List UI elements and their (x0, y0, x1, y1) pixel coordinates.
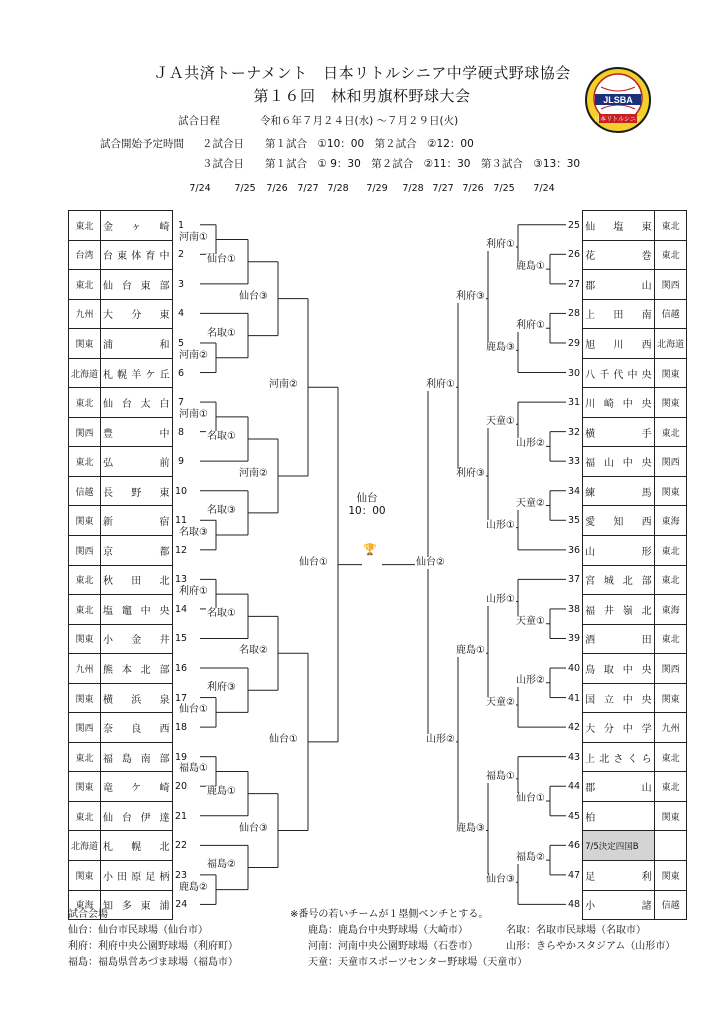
team-region: 東北 (69, 595, 101, 625)
team-region: 関東 (655, 861, 687, 891)
team-region: 信越 (655, 299, 687, 329)
team-number: 28 (568, 308, 581, 320)
team-region: 関東 (69, 772, 101, 802)
team-region: 東北 (69, 211, 101, 241)
team-number: 48 (568, 899, 581, 911)
team-name: 小田原足柄 (101, 861, 173, 891)
match-venue-label: 福島① (486, 770, 515, 782)
team-number: 16 (175, 662, 188, 674)
team-name: 酒田 (583, 624, 655, 654)
match-venue-label: 仙台② (416, 556, 445, 568)
match-venue-label: 河南① (179, 408, 208, 420)
trophy-icon: 🏆 (363, 543, 377, 556)
match-venue-label: 鹿島① (207, 785, 236, 797)
two-game-day-times: ２試合日 第１試合 ①10：00 第２試合 ②12：00 (202, 138, 474, 150)
venue-title: 試合会場 (68, 909, 108, 920)
match-venue-label: 天童② (516, 497, 545, 509)
team-number: 9 (178, 456, 185, 468)
team-region: 東北 (655, 536, 687, 566)
match-venue-label: 山形② (426, 733, 455, 745)
team-region: 関西 (655, 447, 687, 477)
match-venue-label: 鹿島② (179, 881, 208, 893)
team-number: 41 (568, 692, 581, 704)
team-region: 関東 (655, 683, 687, 713)
team-number: 30 (568, 367, 581, 379)
team-name: 柏 (583, 801, 655, 831)
match-venue-label: 仙台① (207, 253, 236, 265)
team-name: 豊中 (101, 417, 173, 447)
team-number: 33 (568, 456, 581, 468)
team-region: 関西 (69, 713, 101, 743)
match-venue-label: 利府① (426, 379, 455, 391)
team-number: 6 (178, 367, 185, 379)
team-number: 7 (178, 397, 185, 409)
match-venue-label: 天童② (486, 696, 515, 708)
team-number: 34 (568, 485, 581, 497)
date-label: 7/24 (189, 183, 211, 194)
team-name: 練馬 (583, 476, 655, 506)
team-name: 秋田北 (101, 565, 173, 595)
team-region: 東北 (655, 565, 687, 595)
match-venue-label: 天童① (516, 615, 545, 627)
match-venue-label: 河南② (179, 349, 208, 361)
schedule-dates: 令和６年７月２４日(水) ～７月２９日(火) (260, 115, 459, 127)
team-region: 関西 (69, 536, 101, 566)
team-number: 5 (178, 337, 185, 349)
team-name: 仙塩東 (583, 211, 655, 241)
team-number: 2 (178, 249, 185, 261)
team-region: 東北 (655, 742, 687, 772)
match-venue-label: 鹿島① (456, 645, 485, 657)
team-number: 26 (568, 249, 581, 261)
match-venue-label: 鹿島① (516, 261, 545, 273)
team-name: 福井嶺北 (583, 595, 655, 625)
team-region: 東北 (655, 211, 687, 241)
team-number: 44 (568, 781, 581, 793)
team-region: 九州 (655, 713, 687, 743)
team-number: 17 (175, 692, 188, 704)
team-name: 山形 (583, 536, 655, 566)
match-venue-label: 山形② (516, 438, 545, 450)
bench-note: ※番号の若いチームが１塁側ベンチとする。 (290, 909, 489, 920)
team-number: 3 (178, 278, 185, 290)
team-region: 関西 (655, 654, 687, 684)
match-venue-label: 利府① (486, 238, 515, 250)
match-venue-label: 鹿島③ (486, 342, 515, 354)
team-name: 弘前 (101, 447, 173, 477)
match-venue-label: 名取③ (179, 527, 208, 539)
match-venue-label: 山形① (486, 593, 515, 605)
match-venue-label: 利府③ (207, 682, 236, 694)
team-name: 竜ケ崎 (101, 772, 173, 802)
team-region: 東海 (655, 506, 687, 536)
match-venue-label: 仙台③ (239, 822, 268, 834)
tournament-subtitle: 第１６回 林和男旗杯野球大会 (253, 87, 471, 105)
date-label: 7/26 (266, 183, 288, 194)
team-region: 東北 (69, 270, 101, 300)
team-number: 11 (175, 515, 188, 527)
team-name: 台東体育中 (101, 240, 173, 270)
match-venue-label: 福島② (207, 859, 236, 871)
team-name: 長野東 (101, 476, 173, 506)
team-name: 八千代中央 (583, 358, 655, 388)
team-name: 旭川西 (583, 329, 655, 359)
svg-text:日本リトルシニア: 日本リトルシニア (594, 116, 642, 123)
team-number: 32 (568, 426, 581, 438)
team-name: 塩竈中央 (101, 595, 173, 625)
team-region: 東北 (69, 801, 101, 831)
team-name: 上北さくら (583, 742, 655, 772)
team-region: 東海 (69, 890, 101, 920)
team-region: 東北 (655, 624, 687, 654)
team-number: 42 (568, 722, 581, 734)
team-region: 九州 (69, 654, 101, 684)
team-number: 4 (178, 308, 185, 320)
team-region: 北海道 (69, 831, 101, 861)
date-label: 7/27 (297, 183, 319, 194)
team-number: 15 (175, 633, 188, 645)
team-region: 信越 (655, 890, 687, 920)
team-number: 25 (568, 219, 581, 231)
match-venue-label: 河南② (269, 379, 298, 391)
team-name: 郡山 (583, 270, 655, 300)
match-venue-label: 仙台① (179, 704, 208, 716)
match-venue-label: 仙台① (269, 733, 298, 745)
team-region: 関東 (655, 388, 687, 418)
match-venue-label: 名取② (239, 645, 268, 657)
final-venue: 仙台 10：00 (348, 492, 386, 517)
date-label: 7/28 (402, 183, 424, 194)
team-number: 22 (175, 840, 188, 852)
date-label: 7/29 (366, 183, 388, 194)
team-region: 関東 (655, 358, 687, 388)
venue-kanan: 河南：河南中央公園野球場（石巻市） (308, 941, 478, 952)
date-label: 7/28 (327, 183, 349, 194)
match-venue-label: 利府① (516, 320, 545, 332)
team-number: 29 (568, 337, 581, 349)
match-venue-label: 利府③ (456, 467, 485, 479)
team-number: 24 (175, 899, 188, 911)
team-name: 小諸 (583, 890, 655, 920)
match-venue-label: 山形② (516, 674, 545, 686)
team-number: 10 (175, 485, 188, 497)
team-number: 1 (178, 219, 185, 231)
venue-rifu: 利府：利府中央公園野球場（利府町） (68, 941, 238, 952)
match-venue-label: 仙台① (516, 793, 545, 804)
team-number: 8 (178, 426, 185, 438)
team-region: 北海道 (69, 358, 101, 388)
match-venue-label: 仙台③ (239, 290, 268, 302)
team-name: 札幌羊ケ丘 (101, 358, 173, 388)
date-label: 7/24 (533, 183, 555, 194)
team-number: 12 (175, 544, 188, 556)
team-number: 27 (568, 278, 581, 290)
team-number: 38 (568, 603, 581, 615)
team-number: 45 (568, 810, 581, 822)
team-number: 37 (568, 574, 581, 586)
schedule-label: 試合日程 (178, 115, 220, 127)
team-region: 東北 (69, 565, 101, 595)
three-game-day-times: ３試合日 第１試合 ① 9：30 第２試合 ②11：30 第３試合 ③13：30 (202, 158, 581, 170)
team-name: 宮城北部 (583, 565, 655, 595)
team-name: 郡山 (583, 772, 655, 802)
team-name: 川崎中央 (583, 388, 655, 418)
team-region: 東北 (655, 417, 687, 447)
team-name: 福山中央 (583, 447, 655, 477)
team-region: 関西 (655, 270, 687, 300)
match-venue-label: 名取① (207, 327, 236, 339)
team-region: 東北 (655, 772, 687, 802)
team-name: 知多東浦 (101, 890, 173, 920)
team-number: 21 (175, 810, 188, 822)
team-name: 横手 (583, 417, 655, 447)
start-time-label: 試合開始予定時間 (100, 138, 184, 150)
svg-text:JLSBA: JLSBA (603, 95, 633, 105)
match-venue-label: 名取① (207, 608, 236, 620)
match-venue-label: 名取① (207, 431, 236, 442)
match-venue-label: 利府③ (456, 290, 485, 302)
team-name: 熊本北部 (101, 654, 173, 684)
team-name: 仙台伊達 (101, 801, 173, 831)
team-number: 13 (175, 574, 188, 586)
team-name: 横浜泉 (101, 683, 173, 713)
team-number: 40 (568, 662, 581, 674)
venue-yamagata: 山形：きらやかスタジアム（山形市） (506, 941, 676, 952)
team-number: 18 (175, 722, 188, 734)
team-region: 東北 (69, 742, 101, 772)
team-name: 上田南 (583, 299, 655, 329)
team-number: 23 (175, 869, 188, 881)
team-region: 台湾 (69, 240, 101, 270)
team-region: 東北 (69, 388, 101, 418)
team-name: 新宿 (101, 506, 173, 536)
match-venue-label: 鹿島③ (456, 822, 485, 834)
team-name: 金ヶ崎 (101, 211, 173, 241)
team-region: 関東 (69, 506, 101, 536)
team-name: 鳥取中央 (583, 654, 655, 684)
team-name: 国立中央 (583, 683, 655, 713)
team-region: 関東 (655, 801, 687, 831)
team-name: 仙台太白 (101, 388, 173, 418)
match-venue-label: 名取③ (207, 504, 236, 516)
venue-fukushima: 福島：福島県営あづま球場（福島市） (68, 957, 238, 968)
team-number: 31 (568, 397, 581, 409)
team-number: 46 (568, 840, 581, 852)
team-name: 奈良西 (101, 713, 173, 743)
team-name: 足利 (583, 861, 655, 891)
team-name: 花巻 (583, 240, 655, 270)
match-venue-label: 天童① (486, 416, 515, 428)
team-region: 東北 (655, 240, 687, 270)
team-region: 北海道 (655, 329, 687, 359)
team-region: 九州 (69, 299, 101, 329)
team-number: 39 (568, 633, 581, 645)
team-number: 19 (175, 751, 188, 763)
team-region: 関西 (69, 417, 101, 447)
team-region: 関東 (69, 329, 101, 359)
team-number: 43 (568, 751, 581, 763)
date-label: 7/25 (234, 183, 256, 194)
team-name: 京都 (101, 536, 173, 566)
venue-natori: 名取：名取市民球場（名取市） (506, 925, 646, 936)
team-name: 愛知西 (583, 506, 655, 536)
match-venue-label: 山形① (486, 519, 515, 531)
team-name: 浦和 (101, 329, 173, 359)
team-region: 東海 (655, 595, 687, 625)
match-venue-label: 仙台③ (486, 874, 515, 886)
match-venue-label: 河南① (179, 231, 208, 243)
team-region: 関東 (69, 624, 101, 654)
date-label: 7/27 (432, 183, 454, 194)
team-number: 20 (175, 781, 188, 793)
venue-kashima: 鹿島：鹿島台中央野球場（大崎市） (308, 925, 468, 936)
team-name: 大分東 (101, 299, 173, 329)
team-number: 47 (568, 869, 581, 881)
team-name: 札幌北 (101, 831, 173, 861)
team-region: 信越 (69, 476, 101, 506)
date-label: 7/25 (493, 183, 515, 194)
team-region: 東北 (69, 447, 101, 477)
team-name: 7/5決定四国B (583, 831, 655, 861)
venue-sendai: 仙台：仙台市民球場（仙台市） (68, 925, 208, 936)
match-venue-label: 利府① (179, 586, 208, 598)
team-name: 大分中学 (583, 713, 655, 743)
team-number: 35 (568, 515, 581, 527)
team-name: 福島南部 (101, 742, 173, 772)
match-venue-label: 河南② (239, 467, 268, 479)
team-name: 小金井 (101, 624, 173, 654)
match-venue-label: 福島① (179, 763, 208, 775)
team-region: 関東 (69, 683, 101, 713)
team-number: 36 (568, 544, 581, 556)
venue-tendo: 天童：天童市スポーツセンター野球場（天童市） (308, 957, 528, 968)
tournament-title: ＪＡ共済トーナメント 日本リトルシニア中学硬式野球協会 (153, 64, 571, 82)
team-name: 仙台東部 (101, 270, 173, 300)
team-number: 14 (175, 603, 188, 615)
match-venue-label: 福島② (516, 852, 545, 864)
date-label: 7/26 (462, 183, 484, 194)
team-region: 関東 (69, 861, 101, 891)
match-venue-label: 仙台① (299, 556, 328, 568)
team-region: 関東 (655, 476, 687, 506)
